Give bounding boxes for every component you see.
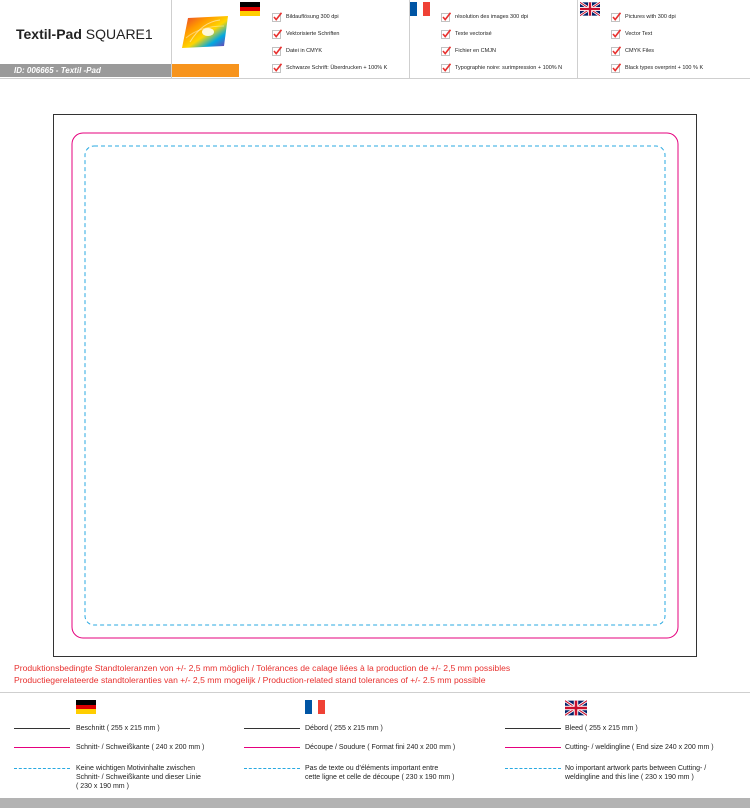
tolerance-note xyxy=(14,662,510,686)
legend-safe-fr: Pas de texte ou d'éléments important entre cette ligne et celle de découpe ( 230 x 190 mm ) xyxy=(305,765,455,781)
spec-item: Typographie noire: surimpression + 100% N xyxy=(441,61,562,78)
spec-item: Schwarze Schrift: Überdrucken + 100% K xyxy=(272,61,387,78)
legend-bleed-fr: Débord ( 255 x 215 mm ) xyxy=(305,725,383,732)
spec-item: Pictures with 300 dpi xyxy=(611,10,703,27)
legend-safe-en: No important artwork parts between Cutting- / weldingline and this line ( 230 x 190 mm ) xyxy=(565,765,707,781)
flag-france-icon xyxy=(305,700,325,714)
legend-cut-en: Cutting- / weldingline ( End size 240 x 200 mm ) xyxy=(565,744,714,751)
bleed-line-sample xyxy=(244,728,300,729)
legend-bleed-en: Bleed ( 255 x 215 mm ) xyxy=(565,725,638,732)
tolerance-line: Produktionsbedingte Standtoleranzen von +/- 2,5 mm möglich / Tolérances de calage liées à la production de +/- 2,5 mm possibles xyxy=(14,663,511,673)
legend-cut-fr: Découpe / Soudure ( Format fini 240 x 200 mm ) xyxy=(305,744,456,751)
spec-item: CMYK Files xyxy=(611,44,703,61)
spec-item: Vektorisierte Schriften xyxy=(272,27,387,44)
footer-bar xyxy=(0,798,750,808)
tolerance-line: Productiegerelateerde standtoleranties van +/- 2,5 mm mogelijk / Production-related stand tolerances of +/- 2.5 mm possible xyxy=(14,675,486,685)
flag-uk-icon xyxy=(565,700,587,716)
product-id-bar: ID: 006665 - Textil -Pad xyxy=(0,64,171,77)
product-variant: SQUARE1 xyxy=(81,26,153,42)
legend-bleed-de: Beschnitt ( 255 x 215 mm ) xyxy=(76,725,160,732)
safe-line-sample xyxy=(244,768,300,769)
legend-divider xyxy=(0,692,750,693)
spec-item: résolution des images 300 dpi xyxy=(441,10,562,27)
spec-item: Black types overprint + 100 % K xyxy=(611,61,703,78)
safe-zone-line xyxy=(85,146,665,625)
cut-line-sample xyxy=(14,747,70,748)
bleed-line-sample xyxy=(505,728,561,729)
spec-item: Fichier en CMJN xyxy=(441,44,562,61)
flag-germany-icon xyxy=(76,700,96,714)
spec-item: Vector Text xyxy=(611,27,703,44)
legend-cut-de: Schnitt- / Schweißkante ( 240 x 200 mm ) xyxy=(76,744,205,751)
spec-item: Texte vectorisé xyxy=(441,27,562,44)
cut-line xyxy=(72,133,678,638)
spec-item: Bildauflösung 300 dpi xyxy=(272,10,387,27)
safe-line-sample xyxy=(14,768,70,769)
legend-safe-de: Keine wichtigen Motivinhalte zwischen Schnitt- / Schweißkante und dieser Linie ( 230 x 190 mm ) xyxy=(76,765,201,790)
safe-line-sample xyxy=(505,768,561,769)
bleed-line xyxy=(54,115,697,657)
cut-line-sample xyxy=(244,747,300,748)
cut-line-sample xyxy=(505,747,561,748)
spec-item: Datei in CMYK xyxy=(272,44,387,61)
product-name: Textil-Pad xyxy=(16,26,82,42)
bleed-line-sample xyxy=(14,728,70,729)
